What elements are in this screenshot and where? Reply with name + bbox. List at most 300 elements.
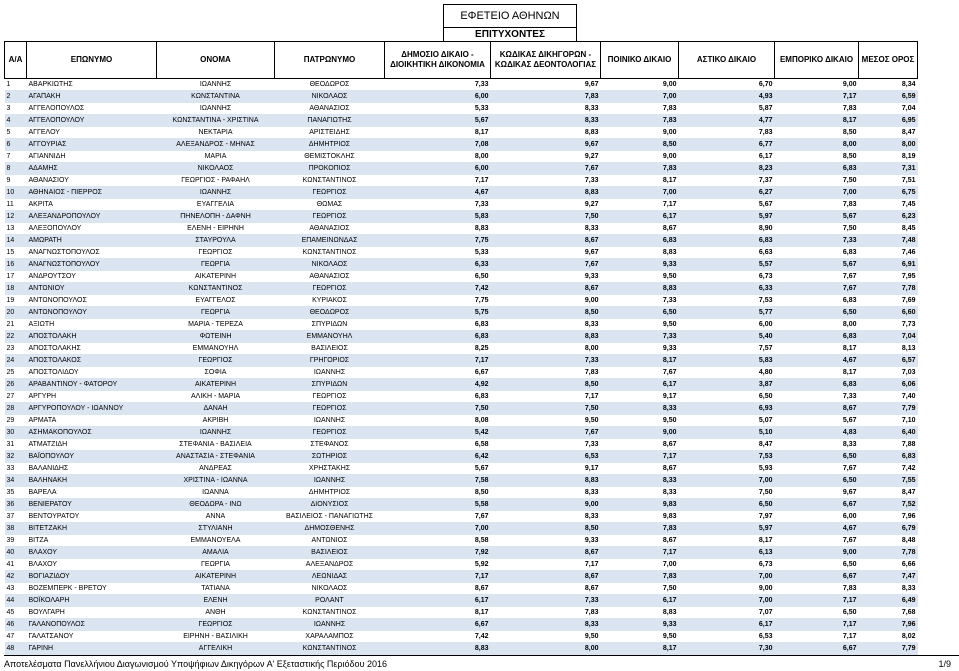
surname-cell: ΑΚΡΙΤΑ [27,199,157,211]
civil-law-score: 5,67 [679,199,775,211]
row-number: 47 [5,631,27,643]
name-cell: ΑΙΚΑΤΕΡΙΝΗ [157,379,275,391]
name-cell: ΙΩΑΝΝΗΣ [157,103,275,115]
average-score: 8,19 [859,151,918,163]
average-score: 7,88 [859,439,918,451]
table-row [5,631,918,643]
lawyers-code-score: 8,33 [491,487,601,499]
criminal-law-score: 8,50 [601,139,679,151]
average-score: 7,95 [859,271,918,283]
table-row [5,511,918,523]
name-cell: ΕΛΕΝΗ - ΕΙΡΗΝΗ [157,223,275,235]
public-law-score: 5,33 [385,103,491,115]
commercial-law-score: 4,67 [775,523,859,535]
row-number: 40 [5,547,27,559]
lawyers-code-score: 8,50 [491,523,601,535]
name-cell: ΑΝΘΗ [157,607,275,619]
average-score: 7,04 [859,103,918,115]
criminal-law-score: 7,83 [601,523,679,535]
public-law-score: 5,33 [385,247,491,259]
row-number: 2 [5,91,27,103]
civil-law-score: 5,07 [679,415,775,427]
surname-cell: ΑΠΟΣΤΟΛΑΚΗΣ [27,343,157,355]
row-number: 8 [5,163,27,175]
table-row [5,115,918,127]
lawyers-code-score: 8,83 [491,475,601,487]
father-name-cell: ΣΠΥΡΙΔΩΝ [275,379,385,391]
row-number: 43 [5,583,27,595]
row-number: 23 [5,343,27,355]
surname-cell: ΒΙΤΕΤΖΑΚΗ [27,523,157,535]
average-score: 7,96 [859,511,918,523]
surname-cell: ΑΛΕΞΟΠΟΥΛΟΥ [27,223,157,235]
father-name-cell: ΠΡΟΚΟΠΙΟΣ [275,163,385,175]
public-law-score: 7,42 [385,283,491,295]
commercial-law-score: 6,83 [775,331,859,343]
lawyers-code-score: 7,33 [491,355,601,367]
name-cell: ΚΩΝΣΤΑΝΤΙΝΟΣ [157,283,275,295]
table-row [5,475,918,487]
commercial-law-score: 5,67 [775,211,859,223]
average-score: 7,78 [859,283,918,295]
father-name-cell: ΑΝΤΩΝΙΟΣ [275,535,385,547]
lawyers-code-score: 9,27 [491,151,601,163]
surname-cell: ΑΓΙΑΝΝΙΔΗ [27,151,157,163]
row-number: 4 [5,115,27,127]
civil-law-score: 5,40 [679,331,775,343]
surname-cell: ΒΟΖΕΜΠΕΡΚ - ΒΡΕΤΟΥ [27,583,157,595]
table-row [5,247,918,259]
public-law-score: 6,17 [385,595,491,607]
name-cell: ΓΕΩΡΓΙΟΣ [157,247,275,259]
public-law-score: 7,67 [385,511,491,523]
table-row [5,187,918,199]
table-row [5,499,918,511]
criminal-law-score: 9,50 [601,631,679,643]
row-number: 46 [5,619,27,631]
father-name-cell: ΙΩΑΝΝΗΣ [275,475,385,487]
criminal-law-score: 6,17 [601,379,679,391]
row-number: 24 [5,355,27,367]
row-number: 31 [5,439,27,451]
footer-caption: Αποτελέσματα Πανελλήνιου Διαγωνισμού Υποψήφιων Δικηγόρων Α' Εξεταστικής Περιόδου 2016 [4,659,388,669]
lawyers-code-score: 8,67 [491,547,601,559]
civil-law-score: 7,53 [679,451,775,463]
lawyers-code-score: 9,33 [491,535,601,547]
table-row [5,487,918,499]
father-name-cell: ΧΡΗΣΤΑΚΗΣ [275,463,385,475]
criminal-law-score: 7,17 [601,451,679,463]
father-name-cell: ΔΗΜΗΤΡΙΟΣ [275,139,385,151]
father-name-cell: ΓΕΩΡΓΙΟΣ [275,187,385,199]
father-name-cell: ΕΠΑΜΕΙΝΩΝΔΑΣ [275,235,385,247]
row-number: 20 [5,307,27,319]
lawyers-code-score: 6,53 [491,451,601,463]
average-score: 7,47 [859,571,918,583]
name-cell: ΣΤΕΦΑΝΙΑ - ΒΑΣΙΛΕΙΑ [157,439,275,451]
public-law-score: 7,00 [385,523,491,535]
average-score: 6,60 [859,307,918,319]
lawyers-code-score: 8,33 [491,103,601,115]
father-name-cell: ΔΙΟΝΥΣΙΟΣ [275,499,385,511]
table-row [5,319,918,331]
name-cell: ΑΜΑΛΙΑ [157,547,275,559]
father-name-cell: ΙΩΑΝΝΗΣ [275,415,385,427]
lawyers-code-score: 9,33 [491,271,601,283]
row-number: 34 [5,475,27,487]
surname-cell: ΑΡΓΥΡΟΠΟΥΛΟΥ - ΙΩΑΝΝΟΥ [27,403,157,415]
table-row [5,403,918,415]
father-name-cell: ΒΑΣΙΛΕΙΟΣ - ΠΑΝΑΓΙΩΤΗΣ [275,511,385,523]
table-row [5,367,918,379]
average-score: 7,51 [859,175,918,187]
lawyers-code-score: 8,50 [491,379,601,391]
row-number: 5 [5,127,27,139]
civil-law-score: 3,87 [679,379,775,391]
average-score: 6,75 [859,187,918,199]
court-title: ΕΦΕΤΕΙΟ ΑΘΗΝΩΝ [443,4,577,28]
lawyers-code-score: 8,33 [491,511,601,523]
surname-cell: ΑΡΜΑΤΑ [27,415,157,427]
name-cell: ΠΗΝΕΛΟΠΗ - ΔΑΦΝΗ [157,211,275,223]
surname-cell: ΑΠΟΣΤΟΛΑΚΟΣ [27,355,157,367]
average-score: 7,03 [859,367,918,379]
criminal-law-score: 9,33 [601,619,679,631]
surname-cell: ΒΛΑΧΟΥ [27,559,157,571]
row-number: 39 [5,535,27,547]
lawyers-code-score: 8,83 [491,127,601,139]
average-score: 7,10 [859,415,918,427]
average-score: 6,91 [859,259,918,271]
lawyers-code-score: 7,50 [491,403,601,415]
public-law-score: 6,83 [385,331,491,343]
father-name-cell: ΣΤΕΦΑΝΟΣ [275,439,385,451]
criminal-law-score: 8,17 [601,355,679,367]
table-row [5,343,918,355]
table-row [5,151,918,163]
table-row [5,571,918,583]
name-cell: ΤΑΤΙΑΝΑ [157,583,275,595]
public-law-score: 7,75 [385,295,491,307]
name-cell: ΓΕΩΡΓΙΟΣ [157,355,275,367]
civil-law-score: 6,63 [679,247,775,259]
criminal-law-score: 8,33 [601,487,679,499]
criminal-law-score: 7,00 [601,91,679,103]
commercial-law-score: 7,17 [775,631,859,643]
commercial-law-score: 7,17 [775,595,859,607]
civil-law-score: 7,37 [679,175,775,187]
name-cell: ΝΕΚΤΑΡΙΑ [157,127,275,139]
row-number: 17 [5,271,27,283]
surname-cell: ΒΑΛΑΝΙΔΗΣ [27,463,157,475]
average-score: 6,23 [859,211,918,223]
name-cell: ΜΑΡΙΑ - ΤΕΡΕΖΑ [157,319,275,331]
table-row [5,451,918,463]
public-law-score: 8,08 [385,415,491,427]
civil-law-score: 5,97 [679,211,775,223]
average-score: 8,48 [859,535,918,547]
criminal-law-score: 7,50 [601,583,679,595]
surname-cell: ΒΙΤΖΑ [27,535,157,547]
civil-law-score: 5,93 [679,463,775,475]
surname-cell: ΑΝΤΩΝΟΠΟΥΛΟΣ [27,295,157,307]
table-row [5,331,918,343]
column-header-civil-law: ΑΣΤΙΚΟ ΔΙΚΑΙΟ [679,42,775,79]
criminal-law-score: 8,67 [601,439,679,451]
civil-law-score: 4,77 [679,115,775,127]
commercial-law-score: 6,50 [775,559,859,571]
father-name-cell: ΓΕΩΡΓΙΟΣ [275,403,385,415]
surname-cell: ΒΑΪΟΠΟΥΛΟΥ [27,451,157,463]
name-cell: ΓΕΩΡΓΙΑ [157,559,275,571]
public-law-score: 7,33 [385,199,491,211]
lawyers-code-score: 7,83 [491,367,601,379]
public-law-score: 7,08 [385,139,491,151]
surname-cell: ΑΓΓΕΛΟΥ [27,127,157,139]
commercial-law-score: 8,17 [775,115,859,127]
commercial-law-score: 7,17 [775,619,859,631]
surname-cell: ΑΘΑΝΑΣΙΟΥ [27,175,157,187]
table-row [5,139,918,151]
lawyers-code-score: 9,00 [491,499,601,511]
criminal-law-score: 6,17 [601,211,679,223]
table-row [5,379,918,391]
average-score: 7,78 [859,547,918,559]
criminal-law-score: 6,83 [601,235,679,247]
public-law-score: 5,75 [385,307,491,319]
row-number: 14 [5,235,27,247]
commercial-law-score: 6,50 [775,475,859,487]
lawyers-code-score: 9,27 [491,199,601,211]
lawyers-code-score: 8,83 [491,331,601,343]
father-name-cell: ΑΘΑΝΑΣΙΟΣ [275,271,385,283]
surname-cell: ΒΕΝΤΟΥΡΑΤΟΥ [27,511,157,523]
table-row [5,199,918,211]
commercial-law-score: 6,67 [775,571,859,583]
public-law-score: 5,67 [385,463,491,475]
public-law-score: 6,67 [385,367,491,379]
civil-law-score: 8,47 [679,439,775,451]
civil-law-score: 6,83 [679,235,775,247]
public-law-score: 8,83 [385,223,491,235]
commercial-law-score: 6,50 [775,307,859,319]
table-row [5,619,918,631]
row-number: 29 [5,415,27,427]
lawyers-code-score: 8,67 [491,583,601,595]
name-cell: ΕΙΡΗΝΗ - ΒΑΣΙΛΙΚΗ [157,631,275,643]
table-row [5,283,918,295]
table-row [5,607,918,619]
father-name-cell: ΚΩΝΣΤΑΝΤΙΝΟΣ [275,175,385,187]
civil-law-score: 7,97 [679,511,775,523]
name-cell: ΓΕΩΡΓΙΑ [157,259,275,271]
public-law-score: 7,33 [385,79,491,91]
civil-law-score: 5,77 [679,307,775,319]
civil-law-score: 5,57 [679,259,775,271]
surname-cell: ΒΕΝΙΕΡΑΤΟΥ [27,499,157,511]
public-law-score: 7,50 [385,403,491,415]
civil-law-score: 8,23 [679,163,775,175]
commercial-law-score: 8,50 [775,151,859,163]
column-header-lawyers-code: ΚΩΔΙΚΑΣ ΔΙΚΗΓΟΡΩΝ - ΚΩΔΙΚΑΣ ΔΕΟΝΤΟΛΟΓΙΑΣ [491,42,601,79]
public-law-score: 8,83 [385,643,491,655]
table-row [5,79,918,91]
commercial-law-score: 7,00 [775,187,859,199]
civil-law-score: 7,53 [679,295,775,307]
civil-law-score: 4,80 [679,367,775,379]
lawyers-code-score: 8,33 [491,319,601,331]
lawyers-code-score: 8,00 [491,643,601,655]
criminal-law-score: 8,33 [601,475,679,487]
father-name-cell: ΘΕΜΙΣΤΟΚΛΗΣ [275,151,385,163]
public-law-score: 8,58 [385,535,491,547]
row-number: 1 [5,79,27,91]
average-score: 6,83 [859,451,918,463]
name-cell: ΑΙΚΑΤΕΡΙΝΗ [157,271,275,283]
criminal-law-score: 7,33 [601,331,679,343]
commercial-law-score: 7,33 [775,235,859,247]
average-score: 6,57 [859,355,918,367]
lawyers-code-score: 8,33 [491,115,601,127]
commercial-law-score: 7,83 [775,583,859,595]
surname-cell: ΑΠΟΣΤΟΛΑΚΗ [27,331,157,343]
civil-law-score: 7,07 [679,607,775,619]
commercial-law-score: 4,67 [775,355,859,367]
civil-law-score: 6,70 [679,79,775,91]
surname-cell: ΒΟΪΚΟΛΑΡΗ [27,595,157,607]
surname-cell: ΑΓΓΕΛΟΠΟΥΛΟΥ [27,115,157,127]
father-name-cell: ΚΥΡΙΑΚΟΣ [275,295,385,307]
commercial-law-score: 7,17 [775,91,859,103]
average-score: 7,79 [859,403,918,415]
civil-law-score: 6,27 [679,187,775,199]
father-name-cell: ΣΩΤΗΡΙΟΣ [275,451,385,463]
criminal-law-score: 8,33 [601,403,679,415]
criminal-law-score: 7,83 [601,571,679,583]
column-header-average: ΜΕΣΟΣ ΟΡΟΣ [859,42,918,79]
row-number: 35 [5,487,27,499]
public-law-score: 7,92 [385,547,491,559]
column-header-name: ΟΝΟΜΑ [157,42,275,79]
father-name-cell: ΕΜΜΑΝΟΥΗΛ [275,331,385,343]
civil-law-score: 7,50 [679,487,775,499]
column-header-public-law: ΔΗΜΟΣΙΟ ΔΙΚΑΙΟ - ΔΙΟΙΚΗΤΙΚΗ ΔΙΚΟΝΟΜΙΑ [385,42,491,79]
civil-law-score: 6,33 [679,283,775,295]
commercial-law-score: 8,17 [775,343,859,355]
name-cell: ΓΕΩΡΓΙΟΣ - ΡΑΦΑΗΛ [157,175,275,187]
lawyers-code-score: 8,33 [491,223,601,235]
commercial-law-score: 6,83 [775,295,859,307]
surname-cell: ΑΠΟΣΤΟΛΙΔΟΥ [27,367,157,379]
surname-cell: ΑΞΙΩΤΗ [27,319,157,331]
average-score: 8,13 [859,343,918,355]
commercial-law-score: 5,67 [775,259,859,271]
public-law-score: 5,42 [385,427,491,439]
table-row [5,643,918,655]
commercial-law-score: 8,17 [775,367,859,379]
lawyers-code-score: 7,83 [491,607,601,619]
public-law-score: 5,92 [385,559,491,571]
public-law-score: 6,00 [385,91,491,103]
name-cell: ΣΟΦΙΑ [157,367,275,379]
average-score: 8,00 [859,139,918,151]
father-name-cell: ΓΡΗΓΟΡΙΟΣ [275,355,385,367]
row-number: 26 [5,379,27,391]
lawyers-code-score: 7,17 [491,391,601,403]
footer-divider [4,655,959,656]
commercial-law-score: 6,50 [775,607,859,619]
row-number: 42 [5,571,27,583]
table-row [5,439,918,451]
table-row [5,583,918,595]
row-number: 30 [5,427,27,439]
average-score: 6,40 [859,427,918,439]
surname-cell: ΑΛΕΞΑΝΔΡΟΠΟΥΛΟΥ [27,211,157,223]
criminal-law-score: 9,33 [601,259,679,271]
father-name-cell: ΠΑΝΑΓΙΩΤΗΣ [275,115,385,127]
public-law-score: 6,83 [385,319,491,331]
name-cell: ΣΤΥΛΙΑΝΗ [157,523,275,535]
public-law-score: 4,92 [385,379,491,391]
surname-cell: ΒΛΑΧΟΥ [27,547,157,559]
public-law-score: 8,17 [385,127,491,139]
criminal-law-score: 6,17 [601,595,679,607]
average-score: 7,45 [859,199,918,211]
page-number: 1/9 [938,659,951,669]
name-cell: ΑΝΑΣΤΑΣΙΑ - ΣΤΕΦΑΝΙΑ [157,451,275,463]
row-number: 28 [5,403,27,415]
surname-cell: ΒΟΓΙΑΖΙΔΟΥ [27,571,157,583]
civil-law-score: 6,73 [679,559,775,571]
public-law-score: 8,00 [385,151,491,163]
criminal-law-score: 7,00 [601,559,679,571]
father-name-cell: ΑΘΑΝΑΣΙΟΣ [275,223,385,235]
commercial-law-score: 8,67 [775,403,859,415]
criminal-law-score: 7,17 [601,547,679,559]
lawyers-code-score: 9,50 [491,415,601,427]
civil-law-score: 6,17 [679,619,775,631]
lawyers-code-score: 8,67 [491,235,601,247]
name-cell: ΕΜΜΑΝΟΥΗΛ [157,343,275,355]
lawyers-code-score: 8,67 [491,571,601,583]
criminal-law-score: 9,17 [601,391,679,403]
civil-law-score: 7,00 [679,475,775,487]
average-score: 6,66 [859,559,918,571]
father-name-cell: ΑΛΕΞΑΝΔΡΟΣ [275,559,385,571]
commercial-law-score: 6,67 [775,499,859,511]
column-header-father-name: ΠΑΤΡΩΝΥΜΟ [275,42,385,79]
surname-cell: ΑΓΑΠΑΚΗ [27,91,157,103]
father-name-cell: ΒΑΣΙΛΕΙΟΣ [275,547,385,559]
surname-cell: ΑΣΗΜΑΚΟΠΟΥΛΟΣ [27,427,157,439]
civil-law-score: 6,00 [679,319,775,331]
row-number: 10 [5,187,27,199]
row-number: 6 [5,139,27,151]
table-row [5,391,918,403]
public-law-score: 5,67 [385,115,491,127]
name-cell: ΕΛΕΝΗ [157,595,275,607]
criminal-law-score: 8,17 [601,643,679,655]
public-law-score: 7,42 [385,631,491,643]
commercial-law-score: 6,83 [775,163,859,175]
father-name-cell: ΓΕΩΡΓΙΟΣ [275,283,385,295]
father-name-cell: ΔΗΜΟΣΘΕΝΗΣ [275,523,385,535]
row-number: 3 [5,103,27,115]
father-name-cell: ΛΕΩΝΙΔΑΣ [275,571,385,583]
father-name-cell: ΙΩΑΝΝΗΣ [275,367,385,379]
name-cell: ΑΛΕΞΑΝΔΡΟΣ - ΜΗΝΑΣ [157,139,275,151]
commercial-law-score: 7,83 [775,199,859,211]
